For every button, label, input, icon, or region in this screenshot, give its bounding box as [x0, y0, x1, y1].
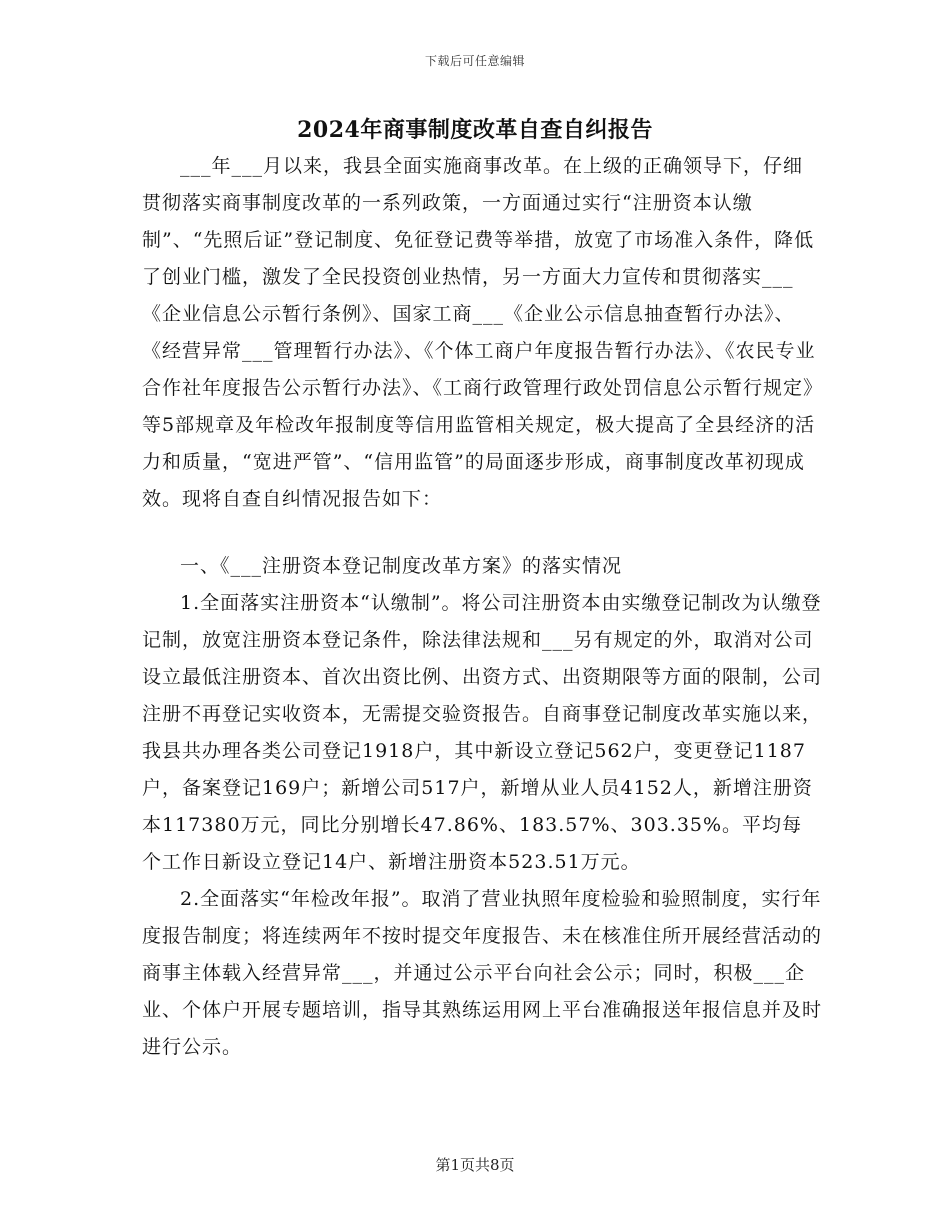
section-heading: 一、《___注册资本登记制度改革方案》的落实情况 — [180, 555, 623, 577]
page-number: 第1页共8页 — [435, 1156, 515, 1174]
paragraph-item-1: 1.全面落实注册资本“认缴制”。将公司注册资本由实缴登记制改为认缴登记制，放宽注册资本登记条件，除法律法规和___另有规定的外，取消对公司设立最低注册资本、首次出资比例、出资方式、出资期限等方面的限制，公司注册不再登记实收资本，无需提交验资报告。自商事登记制度改革实施以来，我县共办理各类公司登记1918户，其中新设立登记562户，变更登记1187户，备案登记169户；新增公司517户，新增从业人员4152人，新增注册资本117380万元，同比分别增长47.86%、183.57%、303.35%。平均每个工作日新设立登记14户、新增注册资本523.51万元。 — [142, 592, 823, 873]
paragraph-intro: ___年___月以来，我县全面实施商事改革。在上级的正确领导下，仔细贯彻落实商事制度改革的一系列政策，一方面通过实行“注册资本认缴制”、“先照后证”登记制度、免征登记费等举措，放宽了市场准入条件，降低了创业门槛，激发了全民投资创业热情，另一方面大力宣传和贯彻落实___《企业信息公示暂行条例》、国家工商___《企业公示信息抽查暂行办法》、《经营异常___管理暂行办法》、《个体工商户年度报告暂行办法》、《农民专业合作社年度报告公示暂行办法》、《工商行政管理行政处罚信息公示暂行规定》等5部规章及年检改年报制度等信用监管相关规定，极大提高了全县经济的活力和质量，“宽进严管”、“信用监管”的局面逐步形成，商事制度改革初现成效。现将自查自纠情况报告如下： — [142, 155, 816, 510]
document-title: 2024年商事制度改革自查自纠报告 — [297, 117, 653, 143]
document-body — [142, 148, 822, 1066]
header-note: 下载后可任意编辑 — [424, 54, 525, 68]
paragraph-item-2: 2.全面落实“年检改年报”。取消了营业执照年度检验和验照制度，实行年度报告制度；将连续两年不按时提交年度报告、未在核准住所开展经营活动的商事主体载入经营异常___，并通过公示平台向社会公示；同时，积极___企业、个体户开展专题培训，指导其熟练运用网上平台准确报送年报信息并及时进行公示。 — [142, 888, 823, 1058]
